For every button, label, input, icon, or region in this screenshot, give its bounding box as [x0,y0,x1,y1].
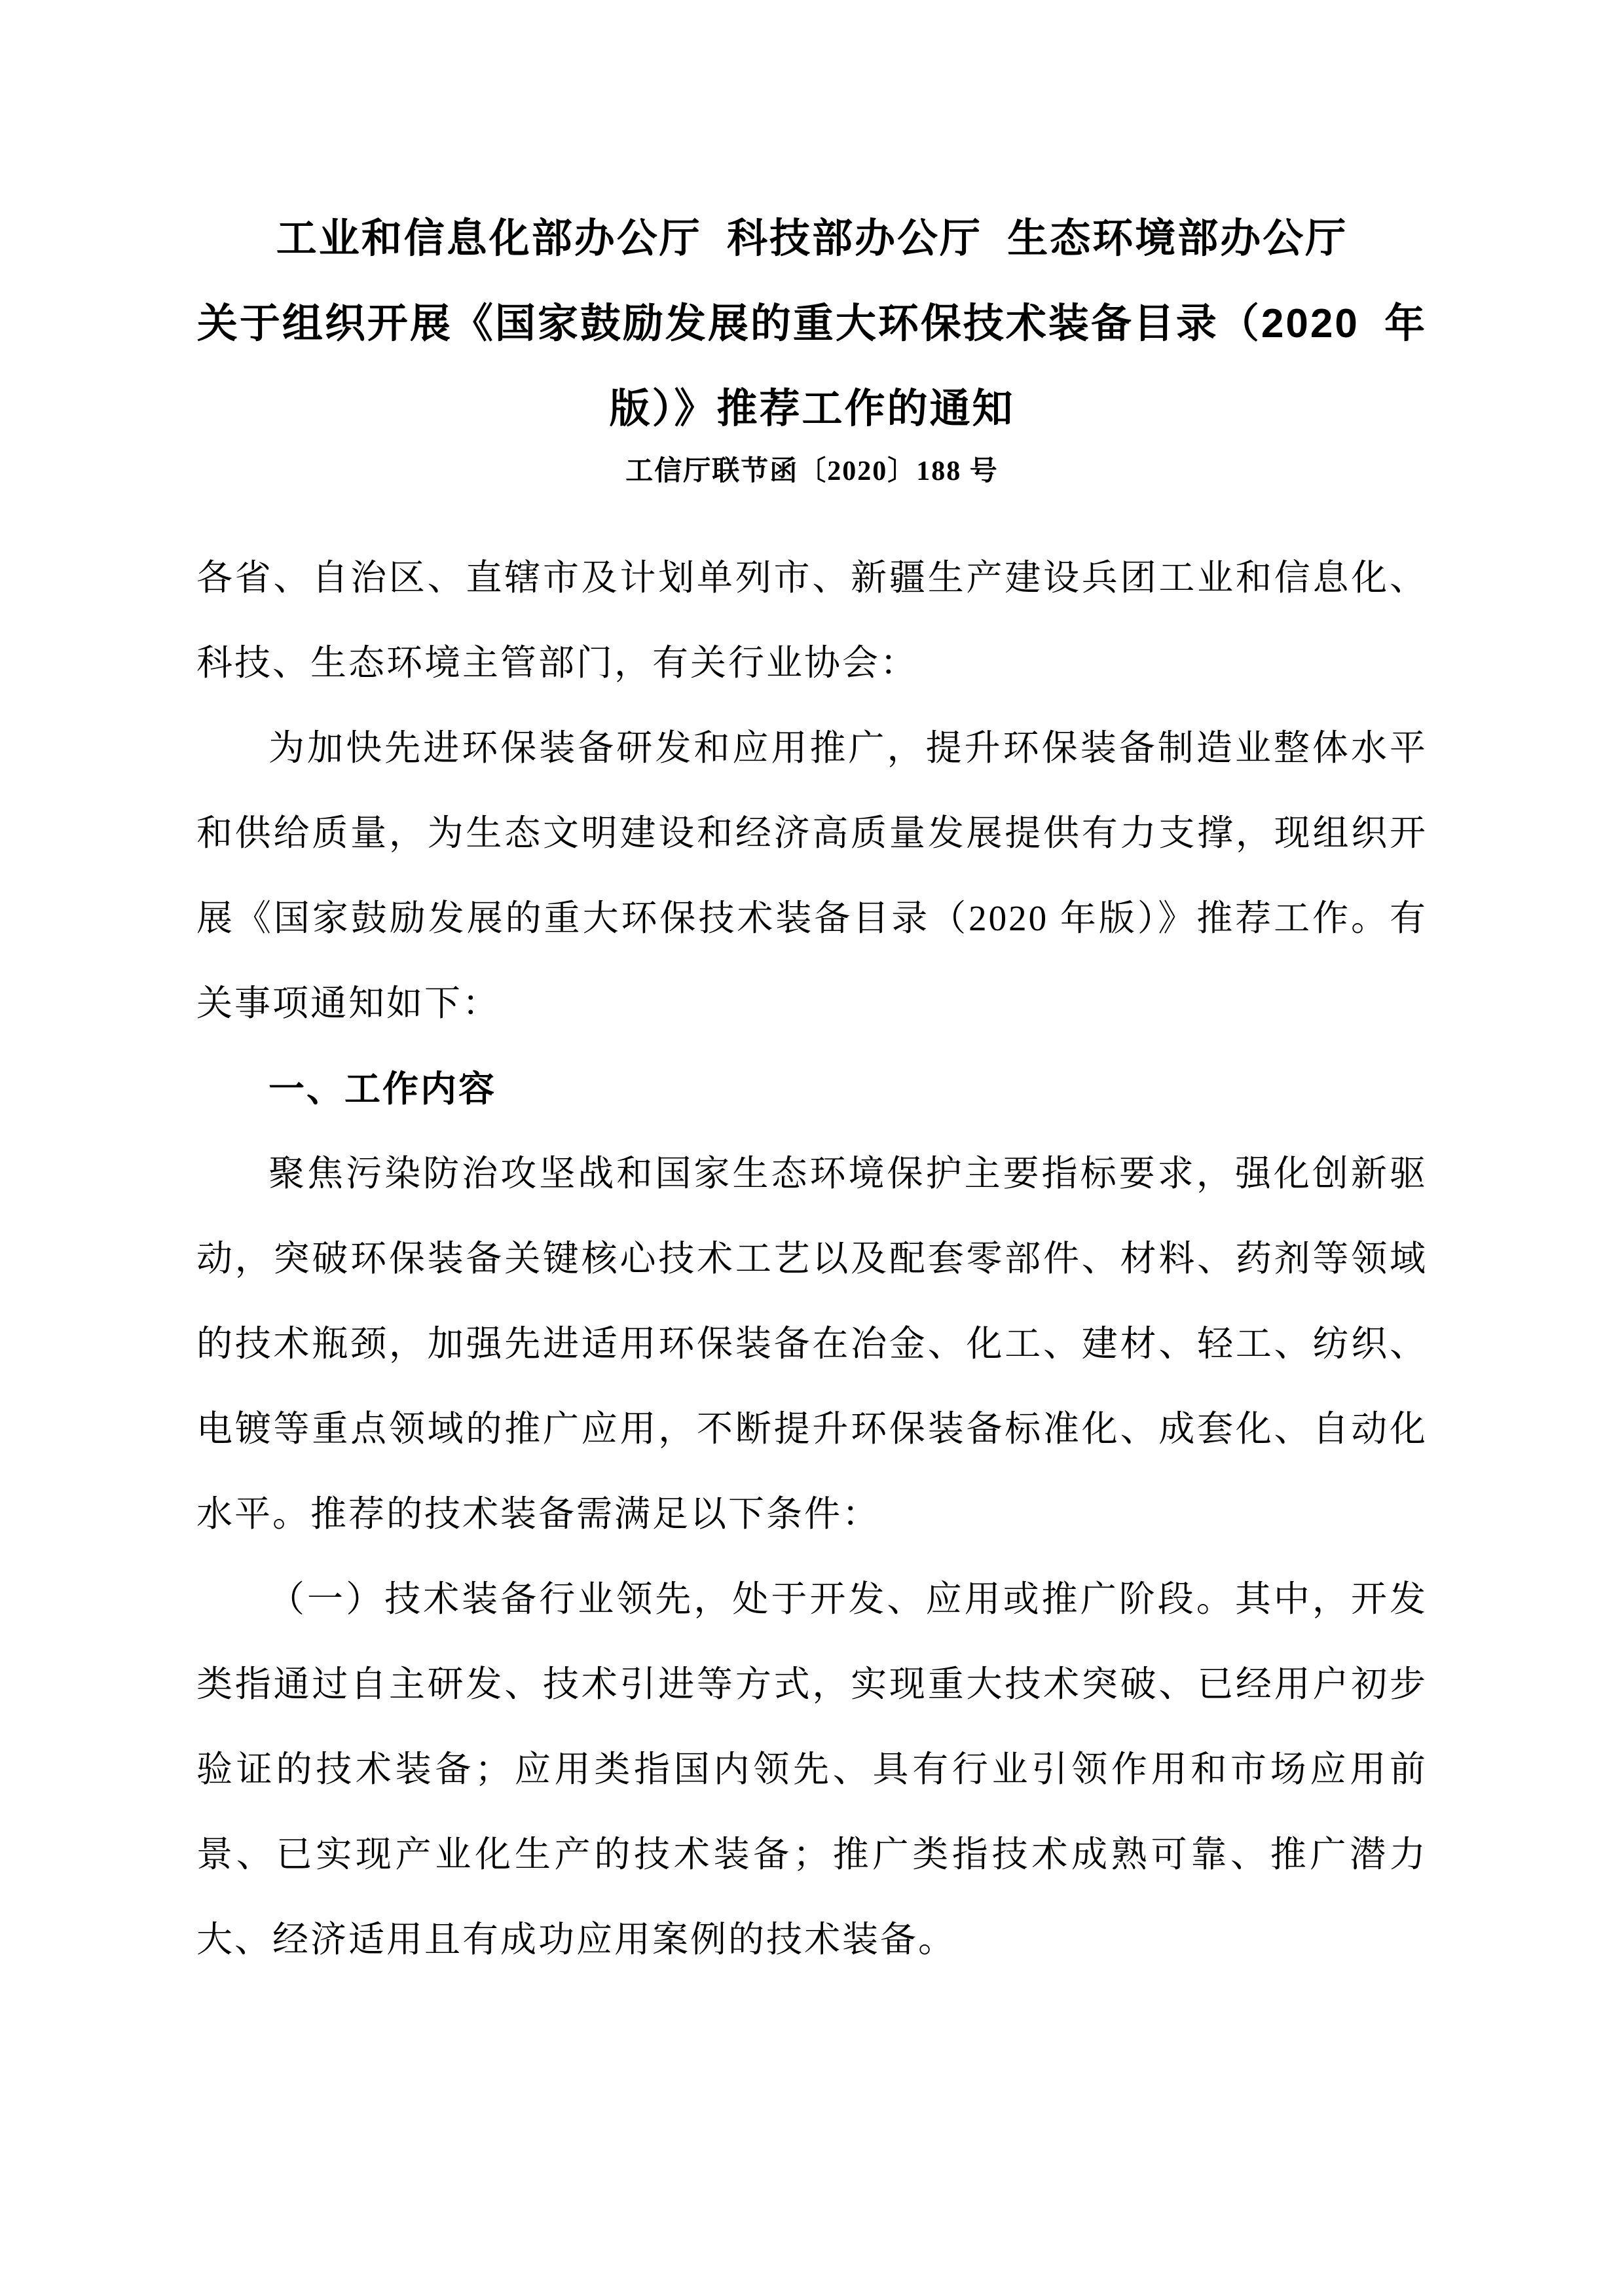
document-title [196,196,1428,452]
salutation-paragraph: 各省、自治区、直辖市及计划单列市、新疆生产建设兵团工业和信息化、科技、生态环境主管部门，有关行业协会： [196,558,1428,683]
intro-paragraph: 为加快先进环保装备研发和应用推广，提升环保装备制造业整体水平和供给质量，为生态文明建设和经济高质量发展提供有力支撑，现组织开展《国家鼓励发展的重大环保技术装备目录（2020 年版）》推荐工作。有关事项通知如下： [196,728,1428,1023]
document-reference-number: 工信厅联节函〔2020〕188 号 [625,456,999,486]
document-body [196,536,1428,1982]
title-line-subject-2: 版）》推荐工作的通知 [609,386,1015,431]
condition-one-paragraph: （一）技术装备行业领先，处于开发、应用或推广阶段。其中，开发类指通过自主研发、技术引进等方式，实现重大技术突破、已经用户初步验证的技术装备；应用类指国内领先、具有行业引领作用和市场应用前景、已实现产业化生产的技术装备；推广类指技术成熟可靠、推广潜力大、经济适用且有成功应用案例的技术装备。 [196,1579,1428,1959]
title-line-departments: 工业和信息化部办公厅 科技部办公厅 生态环境部办公厅 [276,216,1348,261]
document-header [196,196,1428,491]
section-one-heading: 一、工作内容 [268,1068,497,1109]
title-line-subject-1: 关于组织开展《国家鼓励发展的重大环保技术装备目录（2020 年 [196,301,1428,346]
section-one-paragraph: 聚焦污染防治攻坚战和国家生态环境保护主要指标要求，强化创新驱动，突破环保装备关键核心技术工艺以及配套零部件、材料、药剂等领域的技术瓶颈，加强先进适用环保装备在冶金、化工、建材、轻工、纺织、电镀等重点领域的推广应用，不断提升环保装备标准化、成套化、自动化水平。推荐的技术装备需满足以下条件： [196,1154,1428,1534]
